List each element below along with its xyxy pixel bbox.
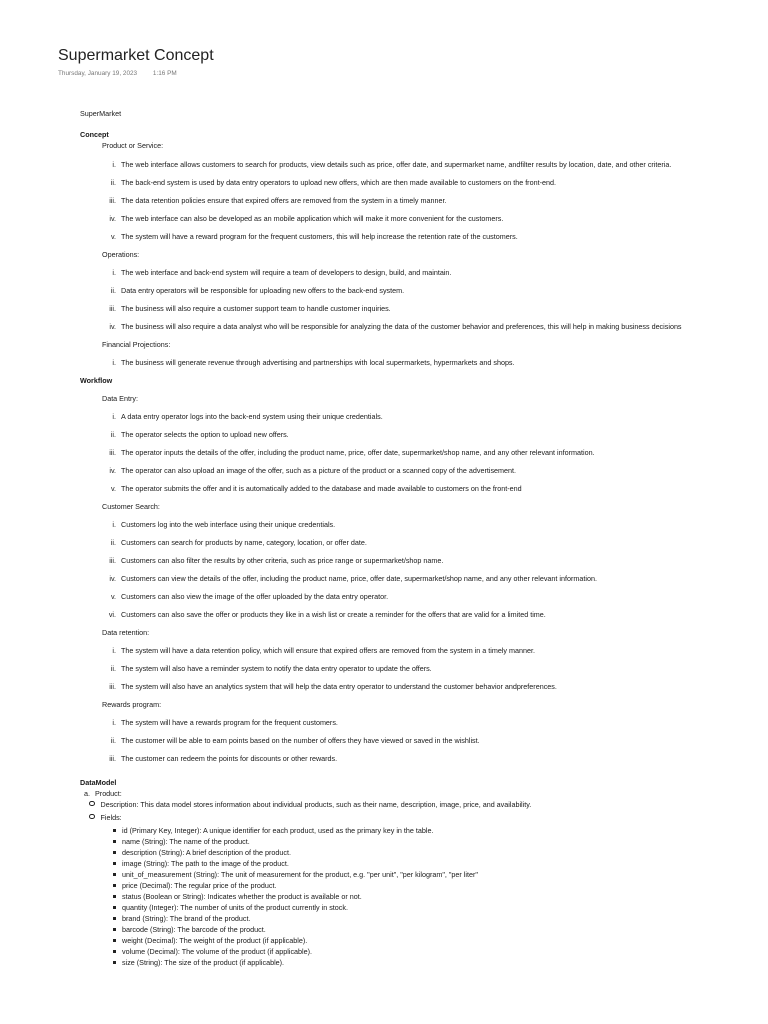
list-marker: iii. (109, 304, 116, 313)
section-heading (80, 376, 112, 385)
paragraph (102, 628, 149, 637)
line-text: The web interface allows customers to search for products, view details such as price, offer date, and supermarket name, andfilter results by location, date, and other criteria. (121, 160, 672, 169)
list-marker: v. (110, 484, 116, 493)
list-item (102, 610, 546, 619)
paragraph (102, 141, 163, 150)
line-text: The operator can also upload an image of the offer, such as a picture of the product or a scanned copy of the advertisement. (121, 466, 517, 475)
list-item (113, 859, 289, 868)
list-marker: iv. (109, 322, 116, 331)
list-item (102, 214, 503, 223)
line-text: name (String): The name of the product. (122, 837, 250, 846)
list-marker: ii. (110, 664, 116, 673)
square-bullet-icon (113, 862, 116, 865)
list-item (113, 837, 250, 846)
line-text: The data retention policies ensure that expired offers are removed from the system in a timely manner. (121, 196, 447, 205)
square-bullet-icon (113, 851, 116, 854)
square-bullet-icon (113, 873, 116, 876)
square-bullet-icon (113, 939, 116, 942)
square-bullet-icon (113, 906, 116, 909)
line-text: size (String): The size of the product (if applicable). (122, 958, 285, 967)
list-marker: iii. (109, 754, 116, 763)
list-item (89, 800, 531, 809)
paragraph (102, 250, 139, 259)
square-bullet-icon (113, 884, 116, 887)
line-text: The system will have a data retention policy, which will ensure that expired offers are removed from the system in a timely manner. (121, 646, 535, 655)
list-item (113, 958, 284, 967)
list-item (102, 304, 391, 313)
list-item (102, 286, 404, 295)
list-item (102, 646, 535, 655)
list-marker: iii. (109, 196, 116, 205)
line-text: DataModel (80, 778, 117, 787)
list-item (113, 925, 266, 934)
list-marker: i. (112, 268, 116, 277)
circle-bullet-icon (89, 814, 95, 820)
list-item (113, 914, 251, 923)
list-marker: vi. (108, 610, 116, 619)
list-item (102, 754, 337, 763)
list-item (102, 484, 522, 493)
list-item (102, 592, 388, 601)
square-bullet-icon (113, 840, 116, 843)
circle-bullet-icon (89, 801, 95, 807)
section-heading (80, 778, 116, 787)
paragraph (102, 502, 160, 511)
line-text: Description: This data model stores information about individual products, such as their name, description, image, price, and availability. (100, 800, 532, 809)
list-item (102, 268, 451, 277)
page-time: 1:16 PM (152, 70, 177, 77)
list-item (102, 520, 335, 529)
section-heading (80, 130, 109, 139)
line-text: quantity (Integer): The number of units of the product currently in stock. (122, 903, 348, 912)
line-text: weight (Decimal): The weight of the product (if applicable). (122, 936, 308, 945)
list-marker: iii. (109, 448, 116, 457)
list-item (113, 848, 291, 857)
line-text: Fields: (100, 813, 122, 822)
list-item (102, 358, 515, 367)
list-marker: a. (84, 789, 90, 798)
list-item (102, 466, 516, 475)
paragraph (102, 340, 170, 349)
list-marker: i. (112, 160, 116, 169)
list-item (113, 903, 348, 912)
paragraph (102, 394, 138, 403)
list-item (113, 826, 433, 835)
line-text: Rewards program: (102, 700, 162, 709)
list-item (113, 892, 362, 901)
list-item (113, 936, 307, 945)
line-text: The operator submits the offer and it is automatically added to the database and made available to customers on the front-end (121, 484, 522, 493)
list-marker: i. (112, 412, 116, 421)
list-marker: iv. (109, 466, 116, 475)
square-bullet-icon (113, 928, 116, 931)
list-item (113, 870, 478, 879)
paragraph (102, 700, 161, 709)
line-text: status (Boolean or String): Indicates whether the product is available or not. (122, 892, 362, 901)
page-date: Thursday, January 19, 2023 (58, 70, 138, 77)
list-marker: v. (110, 592, 116, 601)
list-item (102, 556, 443, 565)
line-text: Customers can also save the offer or products they like in a wish list or create a reminder for the offers that are valid for a limited time. (121, 610, 546, 619)
line-text: The customer can redeem the points for discounts or other rewards. (121, 754, 338, 763)
list-item (102, 574, 597, 583)
line-text: Customers can also filter the results by other criteria, such as price range or supermarket/shop name. (121, 556, 444, 565)
list-marker: ii. (110, 736, 116, 745)
list-item (102, 538, 367, 547)
line-text: The business will also require a data analyst who will be responsible for analyzing the data of the customer behavior and preferences, this will help in making business decisions (121, 322, 682, 331)
list-marker: iv. (109, 574, 116, 583)
line-text: Data retention: (102, 628, 150, 637)
list-item (102, 196, 446, 205)
line-text: SuperMarket (80, 109, 122, 118)
line-text: Customers log into the web interface using their unique credentials. (121, 520, 336, 529)
line-text: Operations: (102, 250, 140, 259)
list-item (102, 430, 289, 439)
list-item (102, 160, 671, 169)
list-item (102, 232, 518, 241)
list-item (102, 664, 432, 673)
line-text: Product or Service: (102, 141, 164, 150)
line-text: barcode (String): The barcode of the product. (122, 925, 266, 934)
line-text: Workflow (80, 376, 113, 385)
line-text: The business will generate revenue through advertising and partnerships with local supermarkets, hypermarkets and shops. (121, 358, 515, 367)
list-marker: i. (112, 358, 116, 367)
list-marker: ii. (110, 178, 116, 187)
list-marker: i. (112, 718, 116, 727)
line-text: The system will have a rewards program for the frequent customers. (121, 718, 338, 727)
list-item (102, 682, 557, 691)
list-item (102, 178, 556, 187)
square-bullet-icon (113, 829, 116, 832)
list-marker: i. (112, 520, 116, 529)
line-text: description (String): A brief description of the product. (122, 848, 291, 857)
list-item (102, 718, 338, 727)
line-text: price (Decimal): The regular price of the product. (122, 881, 277, 890)
list-item (102, 448, 595, 457)
line-text: A data entry operator logs into the back-end system using their unique credentials. (121, 412, 383, 421)
line-text: Data entry operators will be responsible for uploading new offers to the back-end system. (121, 286, 405, 295)
line-text: Product: (95, 789, 122, 798)
line-text: Customers can also view the image of the offer uploaded by the data entry operator. (121, 592, 389, 601)
list-marker: i. (112, 646, 116, 655)
line-text: brand (String): The brand of the product. (122, 914, 251, 923)
list-marker: ii. (110, 430, 116, 439)
square-bullet-icon (113, 950, 116, 953)
line-text: The customer will be able to earn points based on the number of offers they have viewed or saved in the wishlist. (121, 736, 480, 745)
list-marker: iii. (109, 682, 116, 691)
line-text: Concept (80, 130, 109, 139)
list-item (80, 789, 122, 798)
list-marker: iii. (109, 556, 116, 565)
list-marker: iv. (109, 214, 116, 223)
line-text: The business will also require a customer support team to handle customer inquiries. (121, 304, 391, 313)
list-item (102, 412, 383, 421)
line-text: The operator inputs the details of the offer, including the product name, price, offer date, supermarket/shop name, and any other relevant information. (121, 448, 595, 457)
line-text: Customers can view the details of the offer, including the product name, price, offer date, supermarket/shop name, and any other relevant information. (121, 574, 597, 583)
list-marker: ii. (110, 286, 116, 295)
list-item (113, 881, 276, 890)
list-marker: v. (110, 232, 116, 241)
line-text: The back-end system is used by data entry operators to upload new offers, which are then made available to customers on the front-end. (121, 178, 556, 187)
list-marker: ii. (110, 538, 116, 547)
line-text: The system will also have an analytics system that will help the data entry operator to understand the customer behavior andpreferences. (121, 682, 557, 691)
square-bullet-icon (113, 895, 116, 898)
line-text: The operator selects the option to upload new offers. (121, 430, 289, 439)
page-timestamp (58, 70, 191, 77)
list-item (89, 813, 122, 822)
line-text: Customers can search for products by name, category, location, or offer date. (121, 538, 367, 547)
line-text: The system will have a reward program for the frequent customers, this will help increase the retention rate of the customers. (121, 232, 518, 241)
line-text: Data Entry: (102, 394, 138, 403)
square-bullet-icon (113, 961, 116, 964)
line-text: image (String): The path to the image of the product. (122, 859, 289, 868)
line-text: Financial Projections: (102, 340, 171, 349)
line-text: The system will also have a reminder system to notify the data entry operator to update the offers. (121, 664, 432, 673)
line-text: The web interface can also be developed as an mobile application which will make it more convenient for the customers. (121, 214, 504, 223)
line-text: The web interface and back-end system will require a team of developers to design, build, and maintain. (121, 268, 452, 277)
paragraph (80, 109, 121, 118)
list-item (102, 736, 480, 745)
line-text: unit_of_measurement (String): The unit of measurement for the product, e.g. "per unit", "per kilogram", "per liter" (122, 870, 478, 879)
line-text: id (Primary Key, Integer): A unique identifier for each product, used as the primary key in the table. (122, 826, 434, 835)
square-bullet-icon (113, 917, 116, 920)
list-item (102, 322, 682, 331)
list-item (113, 947, 312, 956)
line-text: volume (Decimal): The volume of the product (if applicable). (122, 947, 313, 956)
page-title[interactable]: Supermarket Concept (58, 47, 214, 64)
line-text: Customer Search: (102, 502, 160, 511)
